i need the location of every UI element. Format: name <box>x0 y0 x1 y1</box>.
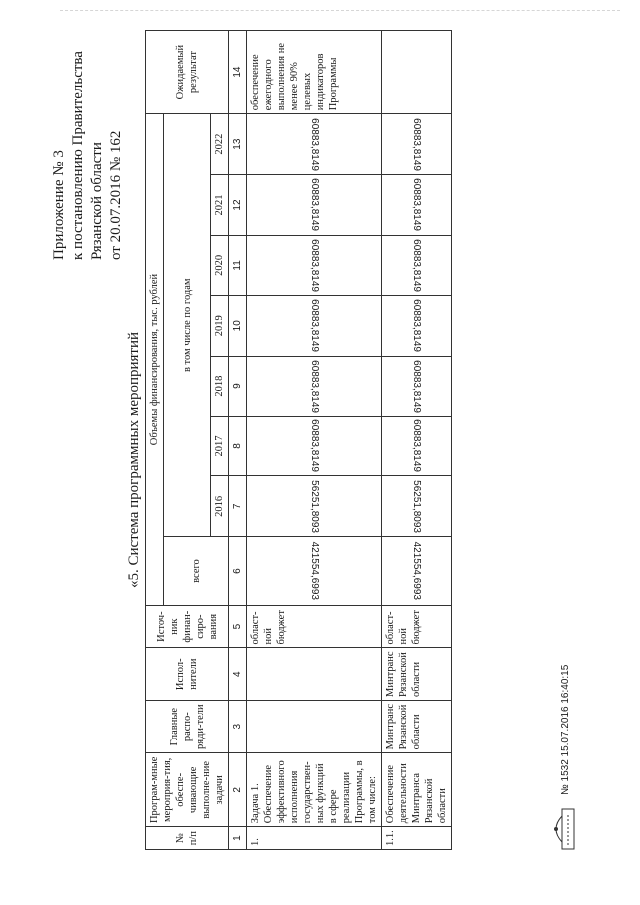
row-year-value <box>382 416 452 476</box>
value-2018: 60883,8149 <box>308 359 320 413</box>
value-2017: 60883,8149 <box>308 419 320 473</box>
row-year-value <box>247 235 382 295</box>
row-total <box>382 537 452 606</box>
row-total <box>247 537 382 606</box>
row-total-value: 421554,6993 <box>411 541 422 601</box>
scan-noise <box>60 10 620 11</box>
row-year-value <box>382 356 452 416</box>
column-number: 9 <box>229 356 247 416</box>
row-year-value <box>382 295 452 356</box>
value-2021: 60883,8149 <box>411 178 422 232</box>
appendix-line-1: Приложение № 3 <box>51 150 67 260</box>
header-year: 2021 <box>211 175 229 236</box>
row-year-value <box>247 175 382 236</box>
row-result: обеспечение ежегодного выполнения не менее 90% целевых индикаторов Программы <box>247 31 382 114</box>
registration-stamp: № 1532 15.07.2016 16:40:15 <box>560 664 571 795</box>
column-number: 14 <box>229 31 247 114</box>
header-year: 2020 <box>211 235 229 295</box>
column-number: 4 <box>229 648 247 700</box>
rotated-landscape-content <box>50 30 590 890</box>
appendix-line-4: от 20.07.2016 № 162 <box>108 130 124 260</box>
row-year-value <box>382 476 452 537</box>
value-2016: 56251,8093 <box>308 479 320 533</box>
header-total: всего <box>164 537 229 606</box>
value-2022: 60883,8149 <box>411 117 422 171</box>
header-year: 2022 <box>211 114 229 175</box>
row-manager: Минтранс Рязанской области <box>382 700 452 752</box>
row-year-value <box>247 416 382 476</box>
value-2020: 60883,8149 <box>308 238 320 292</box>
row-year-value <box>247 356 382 416</box>
value-2019: 60883,8149 <box>411 299 422 353</box>
row-year-value <box>382 114 452 175</box>
header-result: Ожидаемый результат <box>146 31 229 114</box>
section-title: «5. Система программных мероприятий <box>126 331 142 589</box>
row-year-value <box>247 476 382 537</box>
value-2021: 60883,8149 <box>308 178 320 232</box>
row-year-value <box>382 175 452 236</box>
column-number: 10 <box>229 295 247 356</box>
program-measures-table <box>145 30 452 850</box>
column-number: 6 <box>229 537 247 606</box>
value-2020: 60883,8149 <box>411 238 422 292</box>
header-measures: Програм-мные мероприя-тия, обеспе-чивающие выполне-ние задачи <box>146 753 229 827</box>
table-row <box>382 31 452 850</box>
value-2016: 56251,8093 <box>411 479 422 533</box>
row-measure: Обеспечение деятельности Минтранса Рязанской области <box>382 753 452 827</box>
column-number: 12 <box>229 175 247 236</box>
row-num: 1. <box>247 827 382 850</box>
row-measure: Задача 1. Обеспечение эффективного исполнения государствен-ных функций в сфере реализации Программы, в том числе: <box>247 753 382 827</box>
column-number: 1 <box>229 827 247 850</box>
column-number-row <box>229 31 247 850</box>
column-number: 5 <box>229 605 247 648</box>
header-year: 2019 <box>211 295 229 356</box>
column-number: 3 <box>229 700 247 752</box>
column-number: 13 <box>229 114 247 175</box>
header-year: 2017 <box>211 416 229 476</box>
row-source: област-ной бюджет <box>382 605 452 648</box>
header-year: 2016 <box>211 476 229 537</box>
header-num: № п/п <box>146 827 229 850</box>
value-2019: 60883,8149 <box>308 299 320 353</box>
header-managers: Главные распо-ряди-тели <box>146 700 229 752</box>
appendix-line-2: к постановлению Правительства <box>70 51 86 260</box>
header-by-years: в том числе по годам <box>164 114 211 537</box>
column-number: 11 <box>229 235 247 295</box>
row-year-value <box>382 235 452 295</box>
row-manager <box>247 700 382 752</box>
emblem-stamp-icon <box>548 808 576 850</box>
value-2022: 60883,8149 <box>308 117 320 171</box>
column-number: 2 <box>229 753 247 827</box>
column-number: 7 <box>229 476 247 537</box>
row-executor <box>247 648 382 700</box>
row-total-value: 421554,6993 <box>308 541 320 601</box>
row-year-value <box>247 295 382 356</box>
header-source: Источ-ник финан-сиро-вания <box>146 605 229 648</box>
header-executors: Испол-нители <box>146 648 229 700</box>
row-num: 1.1. <box>382 827 452 850</box>
appendix-line-3: Рязанской области <box>89 142 105 260</box>
value-2018: 60883,8149 <box>411 359 422 413</box>
column-number: 8 <box>229 416 247 476</box>
row-result <box>382 31 452 114</box>
header-row-1 <box>146 31 164 850</box>
row-year-value <box>247 114 382 175</box>
table-row <box>247 31 382 850</box>
row-source: област-ной бюджет <box>247 605 382 648</box>
value-2017: 60883,8149 <box>411 419 422 473</box>
appendix-block <box>50 30 126 260</box>
header-funding: Объемы финансирования, тыс. рублей <box>146 114 164 606</box>
row-executor: Минтранс Рязанской области <box>382 648 452 700</box>
header-year: 2018 <box>211 356 229 416</box>
